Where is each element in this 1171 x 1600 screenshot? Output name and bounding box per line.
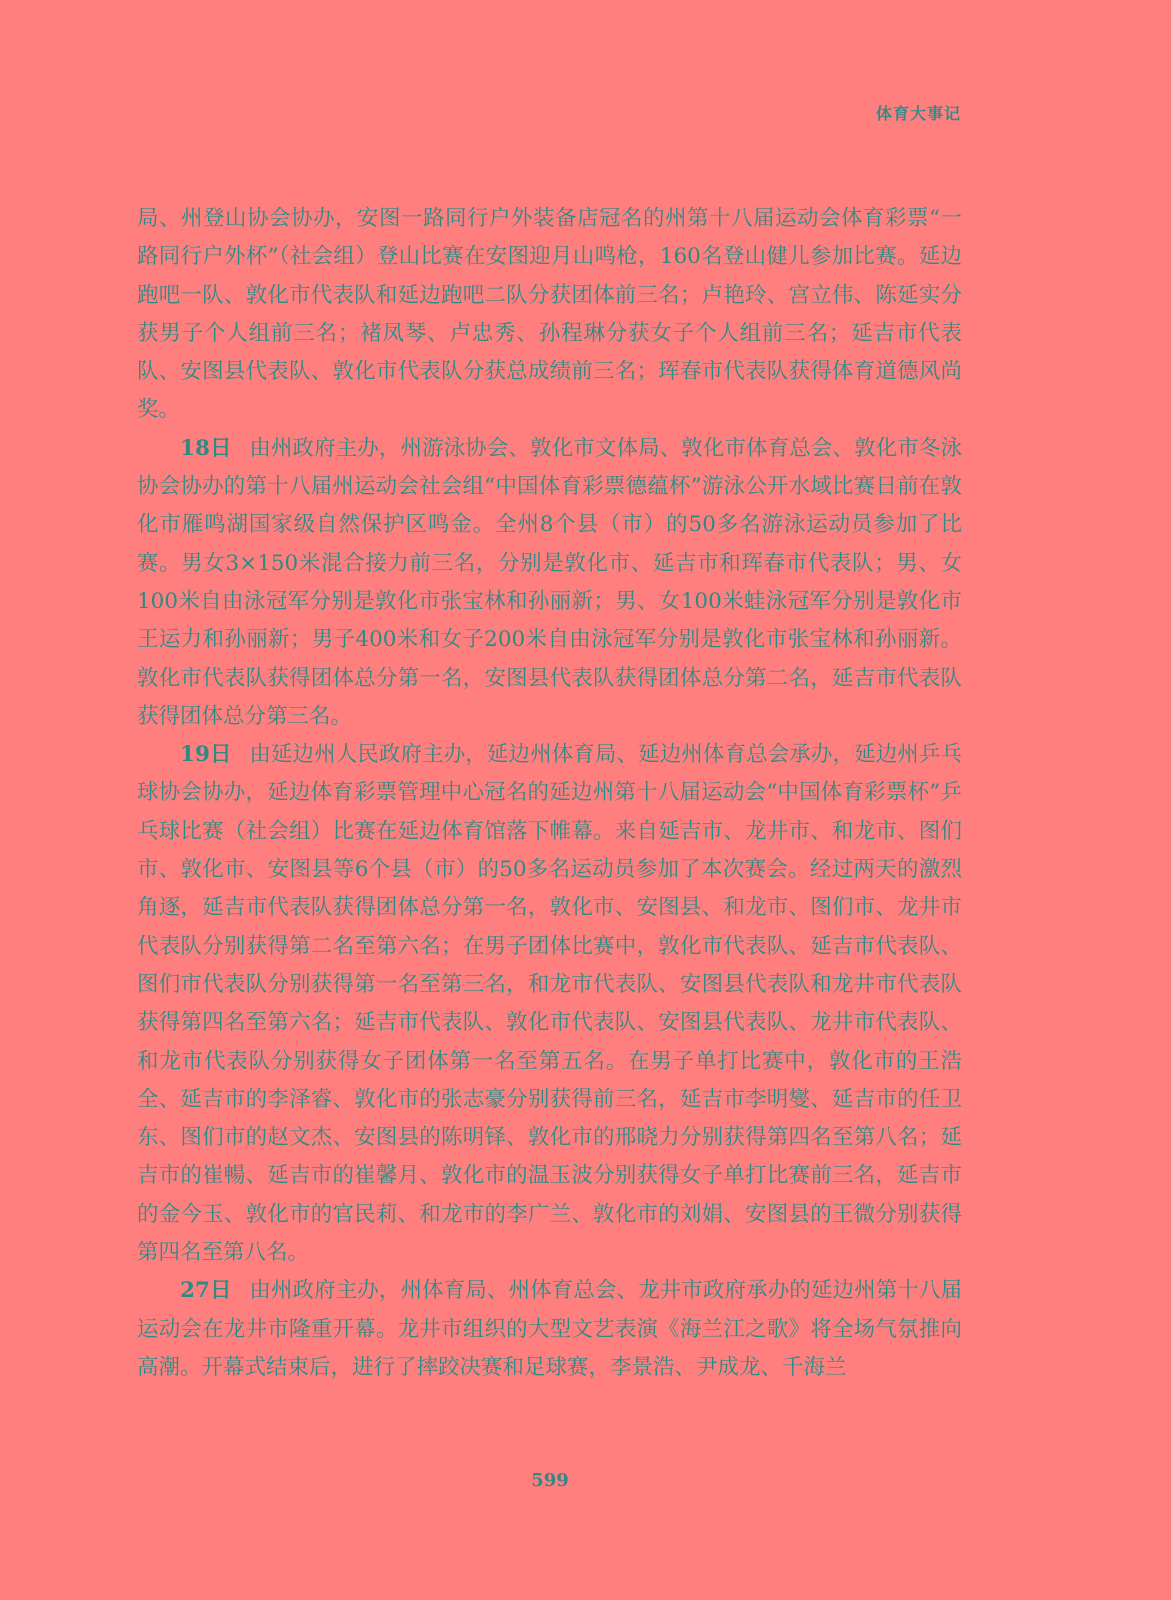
entry-date: 27日 (180, 1278, 243, 1304)
body-text (137, 200, 962, 1387)
paragraph-text: 由延边州人民政府主办，延边州体育局、延边州体育总会承办，延边州乒乓球协会协办，延边体育彩票管理中心冠名的延边州第十八届运动会“中国体育彩票杯”乒乓球比赛（社会组）比赛在延边体育馆落下帷幕。来自延吉市、龙井市、和龙市、图们市、敦化市、安图县等6个县（市）的50多名运动员参加了本次赛会。经过两天的激烈角逐，延吉市代表队获得团体总分第一名，敦化市、安图县、和龙市、图们市、龙井市代表队分别获得第二名至第六名；在男子团体比赛中，敦化市代表队、延吉市代表队、图们市代表队分别获得第一名至第三名，和龙市代表队、安图县代表队和龙井市代表队获得第四名至第六名；延吉市代表队、敦化市代表队、安图县代表队、龙井市代表队、和龙市代表队分别获得女子团体第一名至第五名。在男子单打比赛中，敦化市的王浩全、延吉市的李泽睿、敦化市的张志豪分别获得前三名，延吉市李明燮、延吉市的任卫东、图们市的赵文杰、安图县的陈明铎、敦化市的邢晓力分别获得第四名至第八名；延吉市的崔暢、延吉市的崔馨月、敦化市的温玉波分别获得女子单打比赛前三名，延吉市的金今玉、敦化市的官民莉、和龙市的李广兰、敦化市的刘娟、安图县的王微分别获得第四名至第八名。 (137, 742, 962, 1266)
paragraph-text: 局、州登山协会协办，安图一路同行户外装备店冠名的州第十八届运动会体育彩票“一路同行户外杯”（社会组）登山比赛在安图迎月山鸣枪，160名登山健儿参加比赛。延边跑吧一队、敦化市代表队和延边跑吧二队分获团体前三名；卢艳玲、宫立伟、陈延实分获男子个人组前三名；褚凤琴、卢忠秀、孙程琳分获女子个人组前三名；延吉市代表队、安图县代表队、敦化市代表队分获总成绩前三名；珲春市代表队获得体育道德风尚奖。 (137, 206, 962, 423)
paragraph-continued (137, 200, 962, 430)
paragraph-entry-18 (137, 430, 962, 736)
paragraph-text: 由州政府主办，州体育局、州体育总会、龙井市政府承办的延边州第十八届运动会在龙井市隆重开幕。龙井市组织的大型文艺表演《海兰江之歌》将全场气氛推向高潮。开幕式结束后，进行了摔跤决赛和足球赛，李景浩、尹成龙、千海兰 (137, 1278, 962, 1380)
entry-date: 19日 (180, 742, 243, 768)
paragraph-entry-27 (137, 1272, 962, 1387)
paragraph-entry-19 (137, 736, 962, 1272)
page-number: 599 (531, 1470, 569, 1491)
running-header-title: 体育大事记 (875, 104, 961, 123)
paragraph-text: 由州政府主办，州游泳协会、敦化市文体局、敦化市体育总会、敦化市冬泳协会协办的第十八届州运动会社会组“中国体育彩票德蕴杯”游泳公开水域比赛日前在敦化市雁鸣湖国家级自然保护区鸣金。全州8个县（市）的50多名游泳运动员参加了比赛。男女3×150米混合接力前三名，分别是敦化市、延吉市和珲春市代表队；男、女100米自由泳冠军分别是敦化市张宝林和孙丽新；男、女100米蛙泳冠军分别是敦化市王运力和孙丽新；男子400米和女子200米自由泳冠军分别是敦化市张宝林和孙丽新。敦化市代表队获得团体总分第一名，安图县代表队获得团体总分第二名，延吉市代表队获得团体总分第三名。 (137, 435, 962, 729)
entry-date: 18日 (180, 435, 243, 461)
